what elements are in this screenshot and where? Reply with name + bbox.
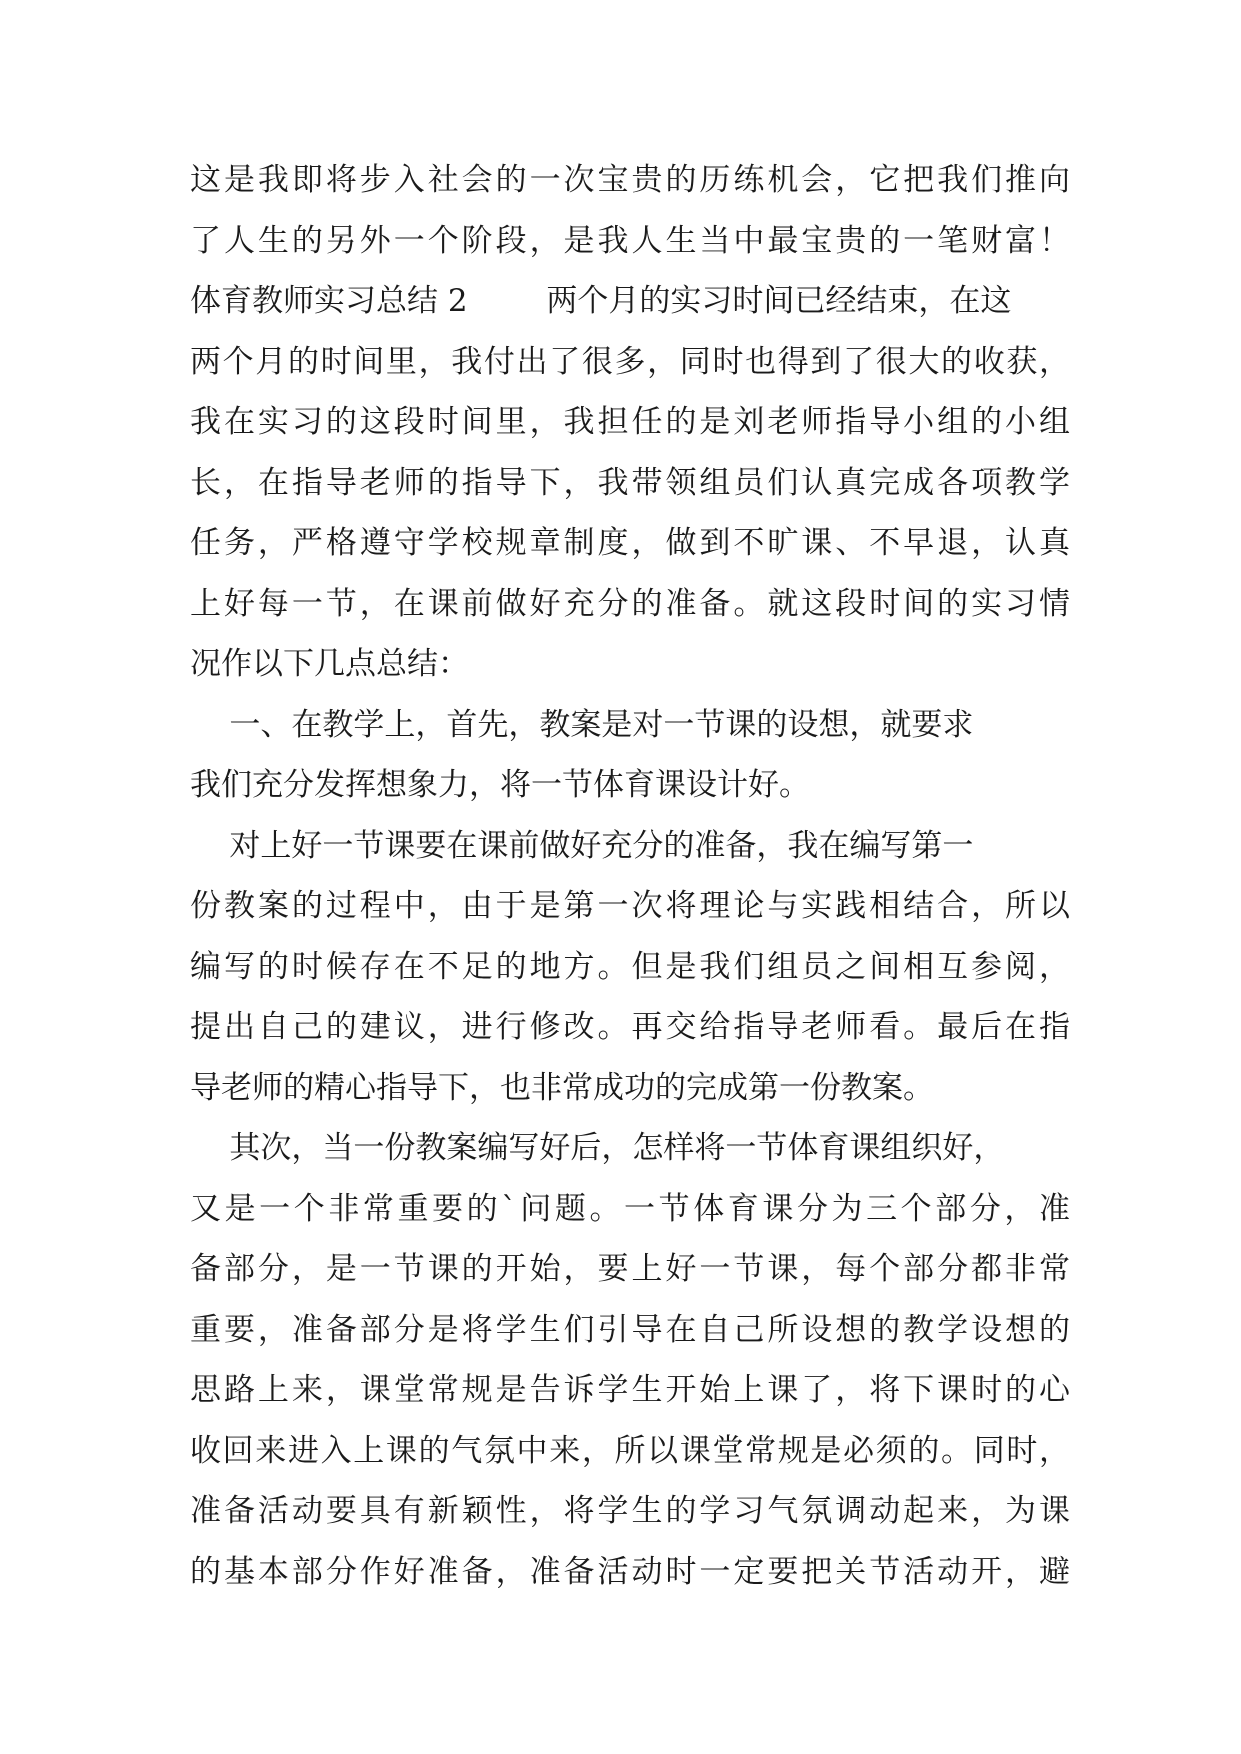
text-line: 重要，准备部分是将学生们引导在自己所设想的教学设想的 [190,1311,1070,1348]
text-line: 份教案的过程中，由于是第一次将理论与实践相结合，所以 [190,888,1070,924]
text-line: 准备活动要具有新颖性，将学生的学习气氛调动起来，为课 [190,1493,1070,1529]
document-body [190,150,1070,1602]
text-line: 提出自己的建议，进行修改。再交给指导老师看。最后在指 [190,1009,1070,1045]
text-line: 其次，当一份教案编写好后，怎样将一节体育课组织好， [190,1130,1005,1166]
text-line: 了人生的另外一个阶段，是我人生当中最宝贵的一笔财富！ [190,222,1070,259]
text-line: 一、在教学上，首先，教案是对一节课的设想，就要求 [190,706,974,743]
text-line: 两个月的时间里，我付出了很多，同时也得到了很大的收获， [190,343,1070,380]
text-line: 收回来进入上课的气氛中来，所以课堂常规是必须的。同时， [190,1432,1070,1469]
text-line: 的基本部分作好准备，准备活动时一定要把关节活动开，避 [190,1553,1070,1590]
text-line: 备部分，是一节课的开始，要上好一节课，每个部分都非常 [190,1251,1070,1287]
text-line: 我们充分发挥想象力，将一节体育课设计好。 [190,767,810,803]
text-line: 任务，严格遵守学校规章制度，做到不旷课、不早退，认真 [190,525,1070,561]
text-line: 思路上来，课堂常规是告诉学生开始上课了，将下课时的心 [190,1372,1070,1408]
text-line: 对上好一节课要在课前做好充分的准备，我在编写第一 [190,827,974,864]
text-line: 体育教师实习总结 2 两个月的实习时间已经结束，在这 [190,283,1012,319]
text-line: 我在实习的这段时间里，我担任的是刘老师指导小组的小组 [190,404,1070,440]
text-line: 又是一个非常重要的`问题。一节体育课分为三个部分，准 [190,1190,1070,1227]
text-line: 导老师的精心指导下，也非常成功的完成第一份教案。 [190,1069,934,1106]
text-line: 上好每一节，在课前做好充分的准备。就这段时间的实习情 [190,585,1070,622]
text-line: 况作以下几点总结： [190,646,469,682]
text-line: 这是我即将步入社会的一次宝贵的历练机会，它把我们推向 [190,162,1070,198]
text-line: 编写的时候存在不足的地方。但是我们组员之间相互参阅， [190,948,1070,985]
text-line: 长，在指导老师的指导下，我带领组员们认真完成各项教学 [190,464,1070,501]
